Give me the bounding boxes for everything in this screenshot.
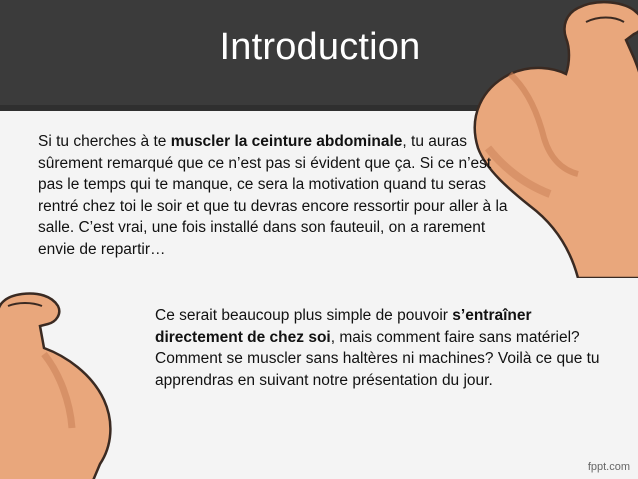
second-paragraph: [155, 305, 600, 391]
paragraph-text: Si tu cherches à te: [38, 133, 171, 150]
paragraph-text: Ce serait beaucoup plus simple de pouvoir: [155, 307, 453, 324]
flexed-arm-icon: [0, 278, 138, 479]
paragraph-bold-text: s’entraîner directement de chez soi: [155, 307, 532, 346]
paragraph-bold-text: muscler la ceinture abdominale: [170, 133, 403, 150]
paragraph-text: , mais comment faire sans matériel? Comment se muscler sans haltères ni machines? Voilà ce que tu apprendras en suivant notre présentation du jour.: [155, 328, 600, 389]
footer-credit: fppt.com: [587, 461, 630, 473]
paragraph-text: , tu auras sûrement remarqué que ce n’est pas si évident que ça. Si ce n’est pas le temps qui te manque, ce sera la motivation quand tu seras rentré chez toi le soir et que tu devras encore ressortir pour aller à la salle. C’est vrai, une fois installé dans son fauteuil, on a rarement envie de repartir…: [38, 133, 508, 258]
slide-title: Introduction: [219, 26, 421, 68]
intro-paragraph: [38, 131, 508, 260]
